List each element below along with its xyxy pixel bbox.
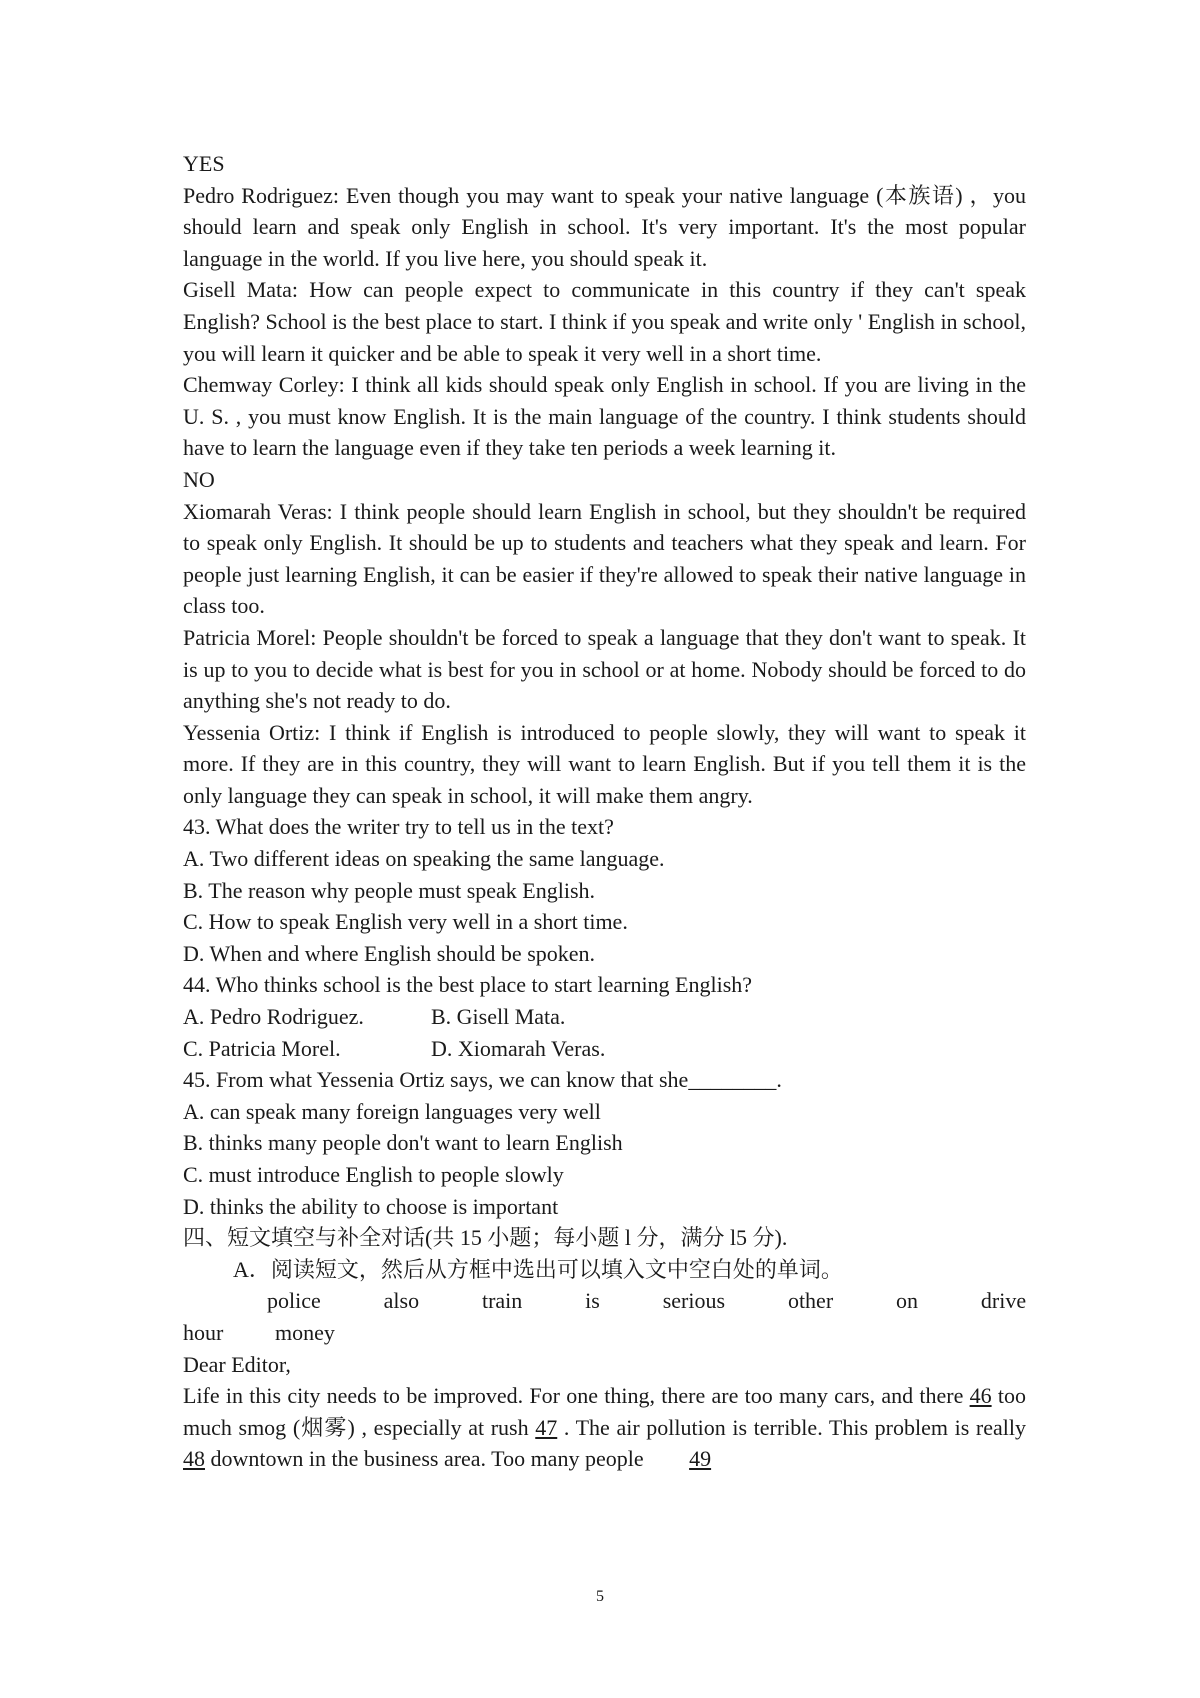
question-45-option-b: B. thinks many people don't want to learn English [183,1130,623,1156]
opinion-text: Even though you may want to speak your native language (本族语) ，you should learn and speak only English in school. It's very important. It's the most popular language in the world. If you live here, you should speak it. [183,182,1026,271]
blank-46: 46 [969,1383,992,1409]
question-45-option-a: A. can speak many foreign languages very well [183,1098,601,1124]
question-44-option-c: C. Patricia Morel. [183,1035,341,1061]
section-4-heading: 四、短文填空与补全对话(共 15 小题；每小题 l 分，满分 l5 分). [183,1225,788,1251]
question-44-option-a: A. Pedro Rodriguez. [183,1004,364,1030]
letter-greeting: Dear Editor, [183,1351,291,1377]
word-bank-item: also [383,1288,420,1314]
word-bank-item: hour [183,1319,224,1345]
blank-49: 49 [689,1446,712,1472]
speaker-name: Pedro Rodriguez [183,182,333,208]
word-bank-item: is [585,1288,600,1314]
opinion-chemway: Chemway Corley: I think all kids should speak only English in school. If you are living in the U. S. , you must know English. It is the main language of the country. I think students should have to learn the language even if they take ten periods a week learning it. [183,372,1027,461]
word-bank-item: police [267,1288,321,1314]
word-bank-item: train [481,1288,523,1314]
question-43-option-a: A. Two different ideas on speaking the same language. [183,846,665,872]
opinion-text: People shouldn't be forced to speak a language that they don't want to speak. It is up to you to decide what is best for you in school or at home. Nobody should be forced to do anything she's not ready to do. [183,624,1027,714]
word-bank-item: drive [980,1288,1027,1314]
word-bank-item: serious [662,1288,726,1314]
question-43-option-d: D. When and where English should be spoken. [183,940,596,966]
document-page [183,148,1026,1475]
question-43-option-c: C. How to speak English very well in a short time. [183,909,628,935]
opinion-gisell: Gisell Mata: How can people expect to communicate in this country if they can't speak English? School is the best place to start. I think if you speak and write only ' English in school, you will learn it quicker and be able to speak it very well in a short time. [183,277,1027,366]
part-a-instruction: A．阅读短文，然后从方框中选出可以填入文中空白处的单词。 [233,1256,843,1282]
speaker-name: Yessenia Ortiz [183,719,315,745]
speaker-name: Gisell Mata [183,277,292,303]
opinion-patricia: Patricia Morel: People shouldn't be forced to speak a language that they don't want to speak. It is up to you to decide what is best for you in school or at home. Nobody should be forced to do anything she's not ready to do. [183,624,1027,714]
question-45-option-d: D. thinks the ability to choose is important [183,1193,559,1219]
opinion-xiomarah: Xiomarah Veras: I think people should learn English in school, but they shouldn't be required to speak only English. It should be up to students and teachers what they speak and learn. For people just learning English, it can be easier if they're allowed to speak their native language in class too. [183,498,1026,619]
question-43-stem: 43. What does the writer try to tell us in the text? [183,814,614,840]
yes-heading: YES [183,151,225,176]
letter-body: Life in this city needs to be improved. For one thing, there are too many cars, and there 46 too much smog (烟雾) , especially at rush 47 . The air pollution is terrible. This problem is really 48 downtown in the business area. Too many people 49 [183,1383,1026,1472]
opinion-text: I think people should learn English in school, but they shouldn't be required to speak only English. It should be up to students and teachers what they speak and learn. For people just learning English, it can be easier if they're allowed to speak their native language in class too. [183,498,1026,619]
word-bank-item: other [787,1288,834,1314]
word-bank-line-1 [183,1285,1026,1317]
no-heading: NO [183,466,215,492]
question-44-option-d: D. Xiomarah Veras. [431,1035,606,1061]
opinion-yessenia: Yessenia Ortiz: I think if English is introduced to people slowly, they will want to speak it more. If they are in this country, they will want to learn English. But if you tell them it is the only language they can speak in school, it will make them angry. [183,719,1027,808]
speaker-name: Chemway Corley [183,372,339,398]
question-45-stem: 45. From what Yessenia Ortiz says, we can know that she________. [183,1067,782,1093]
opinion-text: I think all kids should speak only English in school. If you are living in the U. S. , you must know English. It is the main language of the country. I think students should have to learn the language even if they take ten periods a week learning it. [183,372,1027,461]
question-44-stem: 44. Who thinks school is the best place to start learning English? [183,972,753,998]
word-bank-line-2 [183,1317,1026,1349]
question-44-options-row2 [183,1033,1026,1065]
question-45-option-c: C. must introduce English to people slowly [183,1162,564,1187]
question-44-options-row1 [183,1001,1026,1033]
blank-48: 48 [183,1446,205,1472]
opinion-text: I think if English is introduced to people slowly, they will want to speak it more. If they are in this country, they will want to learn English. But if you tell them it is the only language they can speak in school, it will make them angry. [183,719,1027,808]
word-bank-item: money [275,1319,335,1345]
speaker-name: Patricia Morel [183,624,311,650]
question-44-option-b: B. Gisell Mata. [431,1004,566,1030]
opinion-pedro: Pedro Rodriguez: Even though you may want to speak your native language (本族语) ，you should learn and speak only English in school. It's very important. It's the most popular language in the world. If you live here, you should speak it. [183,182,1026,271]
question-43-option-b: B. The reason why people must speak English. [183,877,596,903]
speaker-name: Xiomarah Veras [183,498,327,524]
page-number: 5 [596,1588,604,1605]
opinion-text: How can people expect to communicate in this country if they can't speak English? School is the best place to start. I think if you speak and write only ' English in school, you will learn it quicker and be able to speak it very well in a short time. [183,277,1027,366]
word-bank-item: on [896,1288,919,1314]
blank-47: 47 [535,1414,558,1440]
